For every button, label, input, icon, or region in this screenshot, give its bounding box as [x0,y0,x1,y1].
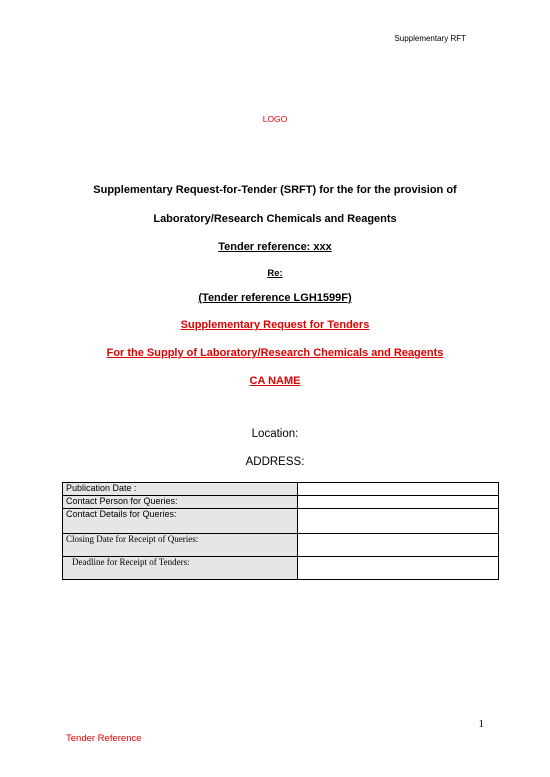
document-title-line-1: Supplementary Request-for-Tender (SRFT) for the for the provision of [93,184,457,196]
tender-deadline-label: Deadline for Receipt of Tenders: [63,557,298,580]
document-title-line-2: Laboratory/Research Chemicals and Reagents [153,213,397,225]
page-number: 1 [478,718,484,730]
footer-tender-reference: Tender Reference [66,733,142,744]
location-label: Location: [251,428,299,440]
publication-date-label: Publication Date : [63,483,298,496]
contact-person-value[interactable] [298,496,499,509]
supply-for-heading: For the Supply of Laboratory/Research Chemicals and Reagents [106,347,444,359]
page-header-text: Supplementary RFT [394,34,466,43]
table-row [63,534,499,557]
address-label: ADDRESS: [245,456,305,468]
contact-person-label: Contact Person for Queries: [63,496,298,509]
table-row [63,496,499,509]
closing-date-queries-value[interactable] [298,534,499,557]
tender-info-table [62,482,499,580]
table-row [63,483,499,496]
table-row [63,557,499,580]
tender-reference: Tender reference: xxx [218,241,332,253]
logo-placeholder: LOGO [262,114,288,124]
tender-reference-2: (Tender reference LGH1599F) [198,292,352,304]
contact-details-value[interactable] [298,509,499,534]
ca-name: CA NAME [249,375,301,387]
closing-date-queries-label: Closing Date for Receipt of Queries: [63,534,298,557]
contact-details-label: Contact Details for Queries: [63,509,298,534]
tender-deadline-value[interactable] [298,557,499,580]
supplementary-request-heading: Supplementary Request for Tenders [180,319,370,331]
publication-date-value[interactable] [298,483,499,496]
re-label: Re: [267,268,283,279]
table-row [63,509,499,534]
